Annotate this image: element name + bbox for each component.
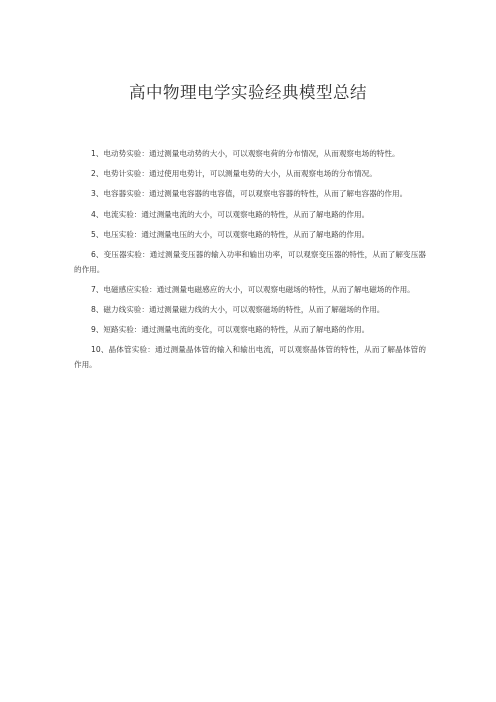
- list-item: 4、电流实验：通过测量电流的大小，可以观察电路的特性，从而了解电路的作用。: [91, 209, 370, 219]
- experiment-list: [74, 147, 426, 378]
- list-item: 3、电容器实验：通过测量电容器的电容值，可以观察电容器的特性，从而了解电容器的作用。: [91, 189, 408, 199]
- list-item: 10、晶体管实验：通过测量晶体管的输入和输出电流，可以观察晶体管的特性，从而了解晶体管的作用。: [74, 345, 426, 369]
- list-item: 2、电势计实验：通过使用电势计，可以测量电势的大小，从而观察电场的分布情况。: [91, 169, 377, 179]
- list-item: 9、短路实验：通过测量电流的变化，可以观察电路的特性，从而了解电路的作用。: [91, 325, 370, 335]
- list-item: 5、电压实验：通过测量电压的大小，可以观察电路的特性，从而了解电路的作用。: [91, 229, 370, 239]
- page-title: 高中物理电学实验经典模型总结: [129, 83, 367, 102]
- list-item: 7、电磁感应实验：通过测量电磁感应的大小，可以观察电磁场的特性，从而了解电磁场的作用。: [91, 284, 415, 294]
- list-item: 1、电动势实验：通过测量电动势的大小，可以观察电荷的分布情况，从而观察电场的特性。: [91, 149, 400, 158]
- list-item: 8、磁力线实验：通过测量磁力线的大小，可以观察磁场的特性，从而了解磁场的作用。: [91, 304, 385, 314]
- list-item: 6、变压器实验：通过测量变压器的输入功率和输出功率，可以观察变压器的特性，从而了解变压器的作用。: [74, 249, 426, 274]
